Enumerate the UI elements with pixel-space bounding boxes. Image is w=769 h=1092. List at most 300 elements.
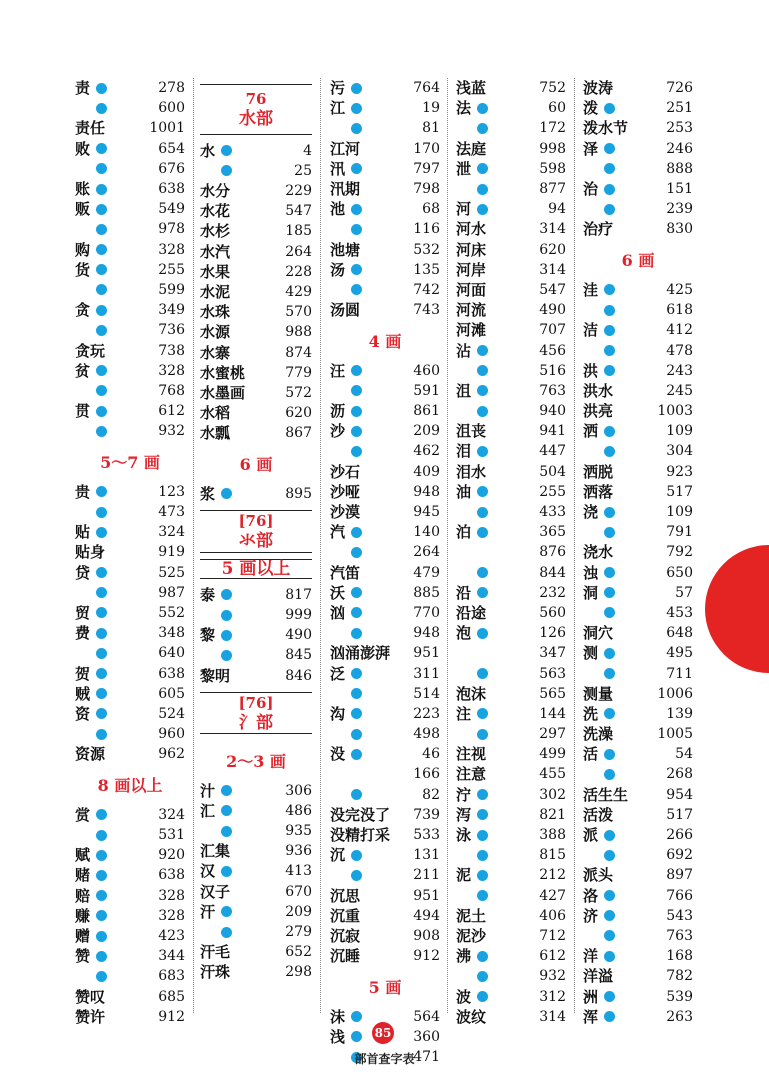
pinyin-badge-icon bbox=[351, 284, 362, 295]
page-reference: 797 bbox=[413, 160, 440, 177]
index-entry bbox=[330, 785, 440, 805]
page-reference: 209 bbox=[413, 423, 440, 440]
index-entry bbox=[200, 882, 312, 902]
pinyin-badge-icon bbox=[604, 850, 615, 861]
index-entry bbox=[330, 906, 440, 926]
page-reference: 736 bbox=[158, 322, 185, 339]
page-reference: 948 bbox=[413, 625, 440, 642]
entry-character: 费 bbox=[75, 624, 91, 643]
pinyin-badge-icon bbox=[604, 668, 615, 679]
page-reference: 109 bbox=[666, 423, 693, 440]
entry-character: 水稻 bbox=[200, 404, 231, 423]
page-reference: 255 bbox=[158, 261, 185, 278]
entry-character: 汤 bbox=[330, 260, 346, 279]
page-reference: 25 bbox=[294, 162, 312, 179]
page-reference: 302 bbox=[539, 786, 566, 803]
index-entry bbox=[75, 825, 185, 845]
index-entry bbox=[456, 78, 566, 98]
page-reference: 652 bbox=[285, 944, 312, 961]
index-entry bbox=[583, 825, 693, 845]
pinyin-badge-icon bbox=[477, 567, 488, 578]
pinyin-badge-icon bbox=[604, 587, 615, 598]
index-entry bbox=[200, 821, 312, 841]
pinyin-badge-icon bbox=[96, 305, 107, 316]
page-reference: 455 bbox=[539, 766, 566, 783]
entry-character: 资源 bbox=[75, 745, 106, 764]
pinyin-badge-icon bbox=[477, 890, 488, 901]
page-reference: 172 bbox=[539, 120, 566, 137]
index-entry bbox=[583, 926, 693, 946]
entry-character: 洛 bbox=[583, 886, 599, 905]
index-entry bbox=[200, 383, 312, 403]
page-reference: 453 bbox=[666, 604, 693, 621]
index-entry bbox=[330, 764, 440, 784]
stroke-subheading: 6 画 bbox=[621, 251, 655, 271]
pinyin-badge-icon bbox=[351, 1031, 362, 1042]
entry-character: 水 bbox=[200, 141, 216, 160]
entry-character: 浇水 bbox=[583, 543, 614, 562]
entry-character: 汇集 bbox=[200, 842, 231, 861]
page-reference: 211 bbox=[413, 867, 440, 884]
index-entry bbox=[75, 583, 185, 603]
index-entry bbox=[583, 724, 693, 744]
index-entry bbox=[200, 605, 312, 625]
entry-character: 泻 bbox=[456, 805, 472, 824]
pinyin-badge-icon bbox=[221, 488, 232, 499]
index-entry bbox=[456, 462, 566, 482]
entry-character: 汪 bbox=[330, 361, 346, 380]
radical-name: 氺部 bbox=[239, 531, 273, 552]
pinyin-badge-icon bbox=[477, 971, 488, 982]
index-entry bbox=[75, 986, 185, 1006]
page-reference: 676 bbox=[158, 160, 185, 177]
entry-character: 浅蓝 bbox=[456, 79, 487, 98]
pinyin-badge-icon bbox=[96, 587, 107, 598]
page-reference: 739 bbox=[413, 806, 440, 823]
index-entry bbox=[330, 724, 440, 744]
pinyin-badge-icon bbox=[351, 406, 362, 417]
index-entry bbox=[200, 181, 312, 201]
entry-character: 浑 bbox=[583, 1007, 599, 1026]
pinyin-badge-icon bbox=[604, 951, 615, 962]
index-entry bbox=[456, 441, 566, 461]
index-entry bbox=[456, 583, 566, 603]
page-reference: 935 bbox=[285, 823, 312, 840]
index-entry bbox=[200, 801, 312, 821]
index-entry bbox=[200, 423, 312, 443]
entry-character: 汹 bbox=[330, 603, 346, 622]
entry-character: 沾 bbox=[456, 341, 472, 360]
entry-character: 泥 bbox=[456, 866, 472, 885]
index-entry bbox=[583, 300, 693, 320]
page-reference: 46 bbox=[422, 746, 440, 763]
page-reference: 478 bbox=[666, 342, 693, 359]
pinyin-badge-icon bbox=[604, 1011, 615, 1022]
index-column-2 bbox=[200, 78, 312, 983]
index-entry bbox=[330, 845, 440, 865]
entry-character: 法 bbox=[456, 99, 472, 118]
index-entry bbox=[583, 401, 693, 421]
pinyin-badge-icon bbox=[477, 830, 488, 841]
page-reference: 4 bbox=[303, 142, 312, 159]
page-reference: 298 bbox=[285, 964, 312, 981]
index-entry bbox=[583, 340, 693, 360]
page-reference: 268 bbox=[666, 766, 693, 783]
entry-character: 水寨 bbox=[200, 343, 231, 362]
page-footer: 部首查字表 bbox=[354, 1052, 415, 1066]
page-reference: 425 bbox=[666, 281, 693, 298]
page-reference: 539 bbox=[666, 988, 693, 1005]
index-entry bbox=[583, 663, 693, 683]
index-entry bbox=[456, 421, 566, 441]
stroke-subheading: 5～7 画 bbox=[100, 453, 160, 473]
page-reference: 563 bbox=[539, 665, 566, 682]
page-reference: 423 bbox=[158, 928, 185, 944]
index-entry bbox=[330, 159, 440, 179]
pinyin-badge-icon bbox=[604, 345, 615, 356]
page-reference: 490 bbox=[285, 627, 312, 644]
entry-character: 河流 bbox=[456, 301, 487, 320]
entry-character: 泥土 bbox=[456, 906, 487, 925]
index-entry bbox=[330, 563, 440, 583]
entry-character: 黎 bbox=[200, 626, 216, 645]
pinyin-badge-icon bbox=[477, 507, 488, 518]
pinyin-badge-icon bbox=[96, 628, 107, 639]
index-entry bbox=[330, 240, 440, 260]
page-reference: 543 bbox=[666, 907, 693, 924]
entry-character: 泊 bbox=[456, 523, 472, 542]
page-reference: 998 bbox=[539, 140, 566, 157]
index-entry bbox=[330, 744, 440, 764]
index-entry bbox=[583, 502, 693, 522]
pinyin-badge-icon bbox=[96, 951, 107, 962]
page-reference: 524 bbox=[158, 705, 185, 722]
page-reference: 168 bbox=[666, 948, 693, 965]
page-reference: 1003 bbox=[657, 403, 693, 420]
pinyin-badge-icon bbox=[96, 607, 107, 618]
index-entry bbox=[583, 845, 693, 865]
pinyin-badge-icon bbox=[604, 103, 615, 114]
page-reference: 131 bbox=[413, 847, 440, 864]
pinyin-badge-icon bbox=[351, 708, 362, 719]
entry-character: 沿 bbox=[456, 583, 472, 602]
page-reference: 923 bbox=[666, 463, 693, 480]
page-reference: 328 bbox=[158, 907, 185, 924]
pinyin-badge-icon bbox=[477, 204, 488, 215]
pinyin-badge-icon bbox=[477, 809, 488, 820]
pinyin-badge-icon bbox=[96, 385, 107, 396]
index-entry bbox=[456, 260, 566, 280]
page-reference: 897 bbox=[666, 867, 693, 884]
page-reference: 349 bbox=[158, 302, 185, 319]
index-entry bbox=[456, 744, 566, 764]
index-entry bbox=[456, 522, 566, 542]
pinyin-badge-icon bbox=[96, 729, 107, 740]
page-reference: 670 bbox=[285, 883, 312, 900]
entry-character: 河水 bbox=[456, 220, 487, 239]
pinyin-badge-icon bbox=[604, 325, 615, 336]
page-reference: 490 bbox=[539, 302, 566, 319]
entry-character: 波纹 bbox=[456, 1007, 487, 1026]
pinyin-badge-icon bbox=[96, 325, 107, 336]
page-reference: 348 bbox=[158, 625, 185, 642]
index-entry bbox=[75, 603, 185, 623]
index-entry bbox=[75, 906, 185, 926]
page-reference: 311 bbox=[413, 665, 440, 682]
index-entry bbox=[456, 684, 566, 704]
entry-character: 赋 bbox=[75, 846, 91, 865]
stroke-subheading: 4 画 bbox=[368, 331, 402, 351]
page-reference: 846 bbox=[285, 667, 312, 684]
pinyin-badge-icon bbox=[604, 305, 615, 316]
entry-character: 汛 bbox=[330, 159, 346, 178]
page-reference: 94 bbox=[548, 201, 566, 218]
pinyin-badge-icon bbox=[96, 527, 107, 538]
pinyin-badge-icon bbox=[351, 729, 362, 740]
index-entry bbox=[330, 865, 440, 885]
entry-character: 池 bbox=[330, 200, 346, 219]
stroke-subheading: 2～3 画 bbox=[226, 751, 286, 771]
page-reference: 768 bbox=[158, 382, 185, 399]
entry-character: 洞穴 bbox=[583, 624, 614, 643]
entry-character: 汇 bbox=[200, 801, 216, 820]
index-entry bbox=[456, 139, 566, 159]
index-entry bbox=[330, 300, 440, 320]
pinyin-badge-icon bbox=[96, 648, 107, 659]
entry-character: 注 bbox=[456, 704, 472, 723]
page-reference: 532 bbox=[413, 241, 440, 258]
entry-character: 黎明 bbox=[200, 666, 231, 685]
entry-character: 贺 bbox=[75, 664, 91, 683]
entry-character: 沙石 bbox=[330, 462, 361, 481]
pinyin-badge-icon bbox=[96, 426, 107, 437]
entry-character: 洒落 bbox=[583, 482, 614, 501]
page-reference: 239 bbox=[666, 201, 693, 218]
index-entry bbox=[75, 502, 185, 522]
radical-number: [76] bbox=[238, 512, 274, 531]
index-entry bbox=[583, 966, 693, 986]
index-entry bbox=[75, 865, 185, 885]
page-reference: 752 bbox=[539, 80, 566, 97]
pinyin-badge-icon bbox=[96, 284, 107, 295]
pinyin-badge-icon bbox=[477, 628, 488, 639]
page-reference: 654 bbox=[158, 140, 185, 157]
entry-character: 河岸 bbox=[456, 260, 487, 279]
entry-character: 洋 bbox=[583, 947, 599, 966]
entry-character: 水汽 bbox=[200, 242, 231, 261]
entry-character: 沉寂 bbox=[330, 926, 361, 945]
index-entry bbox=[75, 886, 185, 906]
page-reference: 473 bbox=[158, 504, 185, 521]
entry-character: 沉 bbox=[330, 846, 346, 865]
index-entry bbox=[456, 280, 566, 300]
entry-character: 洋溢 bbox=[583, 967, 614, 986]
page-reference: 612 bbox=[539, 948, 566, 965]
page-reference: 328 bbox=[158, 887, 185, 904]
entry-character: 洪 bbox=[583, 361, 599, 380]
index-entry bbox=[200, 141, 312, 161]
page-reference: 742 bbox=[413, 281, 440, 298]
page-reference: 547 bbox=[539, 281, 566, 298]
index-entry bbox=[330, 199, 440, 219]
pinyin-badge-icon bbox=[477, 365, 488, 376]
index-entry bbox=[330, 542, 440, 562]
page-reference: 514 bbox=[413, 685, 440, 702]
index-entry bbox=[75, 684, 185, 704]
pinyin-badge-icon bbox=[96, 668, 107, 679]
page-reference: 82 bbox=[422, 786, 440, 803]
entry-character: 水珠 bbox=[200, 303, 231, 322]
index-entry bbox=[456, 886, 566, 906]
index-entry bbox=[583, 785, 693, 805]
entry-character: 贩 bbox=[75, 200, 91, 219]
radical-name: 氵部 bbox=[239, 712, 273, 733]
index-entry bbox=[583, 219, 693, 239]
pinyin-badge-icon bbox=[604, 204, 615, 215]
page-reference: 229 bbox=[285, 183, 312, 200]
entry-character: 江 bbox=[330, 99, 346, 118]
index-entry bbox=[583, 542, 693, 562]
entry-character: 赞 bbox=[75, 947, 91, 966]
index-entry bbox=[200, 585, 312, 605]
pinyin-badge-icon bbox=[351, 446, 362, 457]
index-entry bbox=[200, 861, 312, 881]
index-entry bbox=[583, 320, 693, 340]
entry-character: 洞 bbox=[583, 583, 599, 602]
pinyin-badge-icon bbox=[604, 284, 615, 295]
page-reference: 409 bbox=[413, 463, 440, 480]
pinyin-badge-icon bbox=[96, 264, 107, 275]
index-entry bbox=[75, 926, 185, 946]
page-reference: 591 bbox=[413, 382, 440, 399]
pinyin-badge-icon bbox=[96, 567, 107, 578]
entry-character: 赌 bbox=[75, 866, 91, 885]
pinyin-badge-icon bbox=[351, 587, 362, 598]
index-entry bbox=[583, 865, 693, 885]
pinyin-badge-icon bbox=[604, 507, 615, 518]
index-entry bbox=[583, 280, 693, 300]
page-reference: 264 bbox=[413, 544, 440, 561]
page-reference: 960 bbox=[158, 726, 185, 743]
index-entry bbox=[200, 363, 312, 383]
page-reference: 460 bbox=[413, 362, 440, 379]
index-entry bbox=[75, 280, 185, 300]
page-reference: 779 bbox=[285, 364, 312, 381]
pinyin-badge-icon bbox=[351, 204, 362, 215]
column-divider bbox=[447, 78, 448, 1013]
entry-character: 贪 bbox=[75, 301, 91, 320]
page-reference: 978 bbox=[158, 221, 185, 238]
entry-character: 洪水 bbox=[583, 381, 614, 400]
page-reference: 264 bbox=[285, 243, 312, 260]
index-entry bbox=[583, 78, 693, 98]
pinyin-badge-icon bbox=[477, 668, 488, 679]
pinyin-badge-icon bbox=[604, 567, 615, 578]
page-reference: 429 bbox=[285, 284, 312, 300]
page-reference: 306 bbox=[285, 782, 312, 799]
index-entry bbox=[330, 98, 440, 118]
pinyin-badge-icon bbox=[351, 527, 362, 538]
pinyin-badge-icon bbox=[477, 870, 488, 881]
index-entry bbox=[583, 522, 693, 542]
page-reference: 598 bbox=[539, 160, 566, 177]
index-entry bbox=[200, 322, 312, 342]
index-entry bbox=[75, 401, 185, 421]
entry-character: 泡 bbox=[456, 624, 472, 643]
pinyin-badge-icon bbox=[351, 103, 362, 114]
entry-character: 沟 bbox=[330, 704, 346, 723]
entry-character: 败 bbox=[75, 139, 91, 158]
index-entry bbox=[456, 240, 566, 260]
index-entry bbox=[330, 462, 440, 482]
page-reference: 388 bbox=[539, 827, 566, 844]
pinyin-badge-icon bbox=[351, 628, 362, 639]
page-reference: 726 bbox=[666, 80, 693, 97]
index-entry bbox=[330, 603, 440, 623]
index-entry bbox=[75, 946, 185, 966]
stroke-subheading: 5 画 bbox=[368, 977, 402, 997]
index-entry bbox=[583, 623, 693, 643]
entry-character: 汉 bbox=[200, 862, 216, 881]
page-reference: 116 bbox=[413, 221, 440, 238]
entry-character: 贫 bbox=[75, 361, 91, 380]
entry-character: 泼 bbox=[583, 99, 599, 118]
page-reference: 144 bbox=[539, 705, 566, 722]
index-entry bbox=[200, 342, 312, 362]
entry-character: 泄 bbox=[456, 159, 472, 178]
entry-character: 赞叹 bbox=[75, 987, 106, 1006]
index-entry bbox=[330, 179, 440, 199]
pinyin-badge-icon bbox=[96, 890, 107, 901]
page-reference: 552 bbox=[158, 604, 185, 621]
pinyin-badge-icon bbox=[604, 890, 615, 901]
page-reference: 60 bbox=[548, 100, 566, 117]
edge-thumb-tab bbox=[705, 545, 769, 673]
index-entry bbox=[583, 361, 693, 381]
entry-character: 没精打采 bbox=[330, 826, 391, 845]
entry-character: 洲 bbox=[583, 987, 599, 1006]
page-reference: 867 bbox=[285, 425, 312, 442]
pinyin-badge-icon bbox=[604, 184, 615, 195]
pinyin-badge-icon bbox=[96, 850, 107, 861]
pinyin-badge-icon bbox=[96, 809, 107, 820]
index-entry bbox=[75, 78, 185, 98]
page-reference: 462 bbox=[413, 443, 440, 460]
page-reference: 932 bbox=[539, 968, 566, 985]
index-entry bbox=[200, 922, 312, 942]
index-entry bbox=[456, 906, 566, 926]
pinyin-badge-icon bbox=[221, 650, 232, 661]
page-reference: 987 bbox=[158, 584, 185, 601]
entry-character: 济 bbox=[583, 906, 599, 925]
page-reference: 798 bbox=[413, 181, 440, 198]
page-reference: 764 bbox=[413, 80, 440, 97]
index-entry bbox=[330, 946, 440, 966]
stroke-subheading: 8 画以上 bbox=[97, 776, 163, 796]
pinyin-badge-icon bbox=[351, 385, 362, 396]
page-reference: 166 bbox=[413, 766, 440, 783]
page-reference: 499 bbox=[539, 746, 566, 763]
index-entry bbox=[330, 623, 440, 643]
page-reference: 560 bbox=[539, 604, 566, 621]
pinyin-badge-icon bbox=[96, 931, 107, 942]
pinyin-badge-icon bbox=[604, 991, 615, 1002]
page-reference: 885 bbox=[413, 584, 440, 601]
index-entry bbox=[75, 724, 185, 744]
pinyin-badge-icon bbox=[477, 850, 488, 861]
pinyin-badge-icon bbox=[221, 826, 232, 837]
entry-character: 洪亮 bbox=[583, 402, 614, 421]
